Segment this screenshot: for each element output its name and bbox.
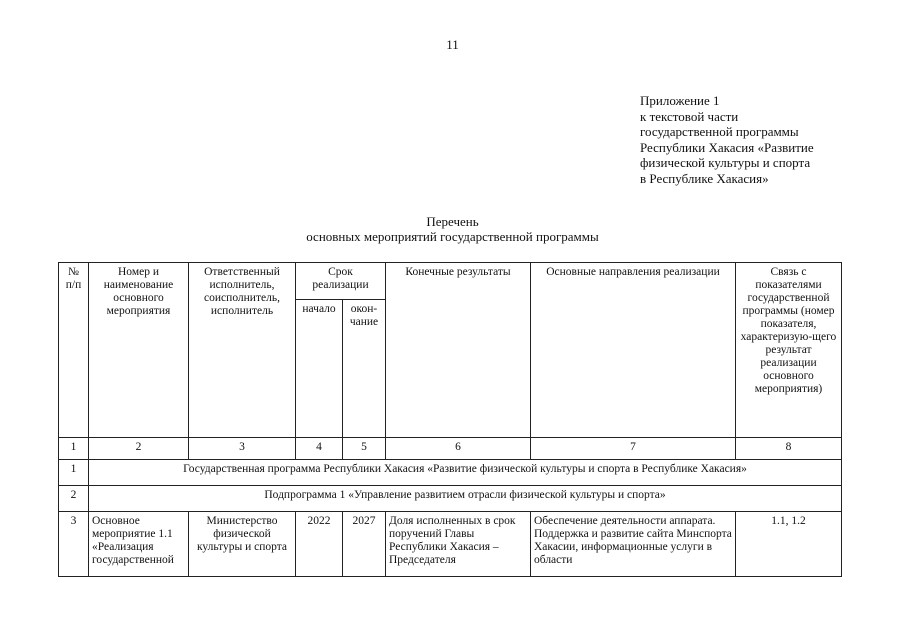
- measure-results: Доля исполненных в срок поручений Главы Республики Хакасия – Председателя: [386, 512, 531, 577]
- header-link: Связь с показателями государственной программы (номер показателя, характеризую-щего результат реализации основного мероприятия): [736, 263, 842, 438]
- measure-start: 2022: [296, 512, 343, 577]
- row-num: 3: [59, 512, 89, 577]
- header-end: окон- чание: [343, 300, 386, 438]
- header-directions: Основные направления реализации: [531, 263, 736, 438]
- measures-table: [58, 262, 842, 577]
- appendix-line: в Республике Хакасия»: [640, 170, 769, 186]
- col-number: 8: [736, 438, 842, 460]
- measure-link: 1.1, 1.2: [736, 512, 842, 577]
- header-name: Номер и наименование основного мероприятия: [89, 263, 189, 438]
- program-title: Государственная программа Республики Хакасия «Развитие физической культуры и спорта в Республике Хакасия»: [89, 460, 842, 486]
- appendix-line: Приложение 1: [640, 93, 720, 108]
- row-num: 1: [59, 460, 89, 486]
- page-number: 11: [446, 37, 459, 52]
- header-start: начало: [296, 300, 343, 438]
- header-results: Конечные результаты: [386, 263, 531, 438]
- row-num: 2: [59, 486, 89, 512]
- measure-directions: Обеспечение деятельности аппарата. Поддержка и развитие сайта Минспорта Хакасии, информационные услуги в области: [531, 512, 736, 577]
- header-term: Срок реализации: [296, 263, 386, 300]
- col-number: 5: [343, 438, 386, 460]
- table-row: [59, 512, 842, 577]
- header-executor: Ответственный исполнитель, соисполнитель, исполнитель: [189, 263, 296, 438]
- col-number: 4: [296, 438, 343, 460]
- measure-executor: Министерство физической культуры и спорта: [189, 512, 296, 577]
- document-title: [0, 214, 905, 244]
- table-row: [59, 460, 842, 486]
- header-num: № п/п: [59, 263, 89, 438]
- table-row: [59, 486, 842, 512]
- col-number: 3: [189, 438, 296, 460]
- col-number: 6: [386, 438, 531, 460]
- appendix-line: физической культуры и спорта: [640, 155, 811, 170]
- appendix-line: государственной программы: [640, 124, 799, 139]
- appendix-note: [640, 93, 814, 186]
- title-line-1: Перечень: [426, 214, 479, 229]
- subprogram-title: Подпрограмма 1 «Управление развитием отрасли физической культуры и спорта»: [89, 486, 842, 512]
- appendix-line: к текстовой части: [640, 108, 739, 124]
- measure-end: 2027: [343, 512, 386, 577]
- column-numbers-row: [59, 438, 842, 460]
- header-row: [59, 263, 842, 300]
- title-line-2: основных мероприятий государственной программы: [306, 229, 599, 244]
- measure-name: Основное мероприятие 1.1 «Реализация государственной: [89, 512, 189, 577]
- appendix-line: Республики Хакасия «Развитие: [640, 139, 814, 155]
- col-number: 1: [59, 438, 89, 460]
- col-number: 2: [89, 438, 189, 460]
- col-number: 7: [531, 438, 736, 460]
